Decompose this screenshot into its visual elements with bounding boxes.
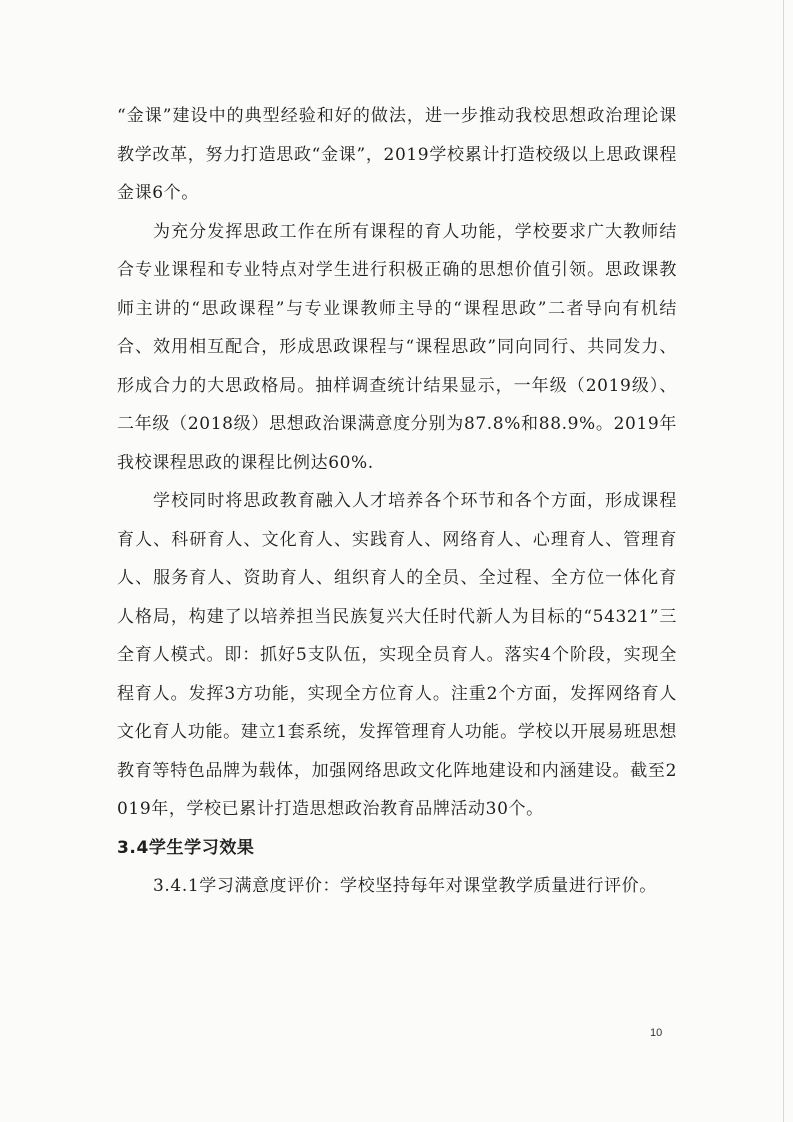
document-body [117, 97, 677, 906]
section-heading: 3.4学生学习效果 [117, 837, 255, 858]
paragraph-education-model: 学校同时将思政教育融入人才培养各个环节和各个方面，形成课程育人、科研育人、文化育人、实践育人、网络育人、心理育人、管理育人、服务育人、资助育人、组织育人的全员、全过程、全方位一体化育人格局，构建了以培养担当民族复兴大任时代新人为目标的“54321”三全育人模式。即：抓好5支队伍，实现全员育人。落实4个阶段，实现全程育人。发挥3方功能，实现全方位育人。注重2个方面，发挥网络育人文化育人功能。建立1套系统，发挥管理育人功能。学校以开展易班思想教育等特色品牌为载体，加强网络思政文化阵地建设和内涵建设。截至2019年，学校已累计打造思想政治教育品牌活动30个。 [117, 491, 677, 819]
paragraph-curriculum-ideology: 为充分发挥思政工作在所有课程的育人功能，学校要求广大教师结合专业课程和专业特点对学生进行积极正确的思想价值引领。思政课教师主讲的“思政课程”与专业课教师主导的“课程思政”二者导向有机结合、效用相互配合，形成思政课程与“课程思政”同向同行、共同发力、形成合力的大思政格局。抽样调查统计结果显示，一年级（2019级）、二年级（2018级）思想政治课满意度分别为87.8%和88.9%。2019年我校课程思政的课程比例达60%. [117, 221, 677, 473]
scan-edge-line [783, 0, 784, 1122]
paragraph-learning-satisfaction: 3.4.1学习满意度评价：学校坚持每年对课堂教学质量进行评价。 [153, 876, 657, 896]
page-number: 10 [650, 1027, 663, 1039]
paragraph-jinke-continuation: “金课”建设中的典型经验和好的做法，进一步推动我校思想政治理论课教学改革，努力打造思政“金课”，2019学校累计打造校级以上思政课程金课6个。 [117, 106, 677, 203]
